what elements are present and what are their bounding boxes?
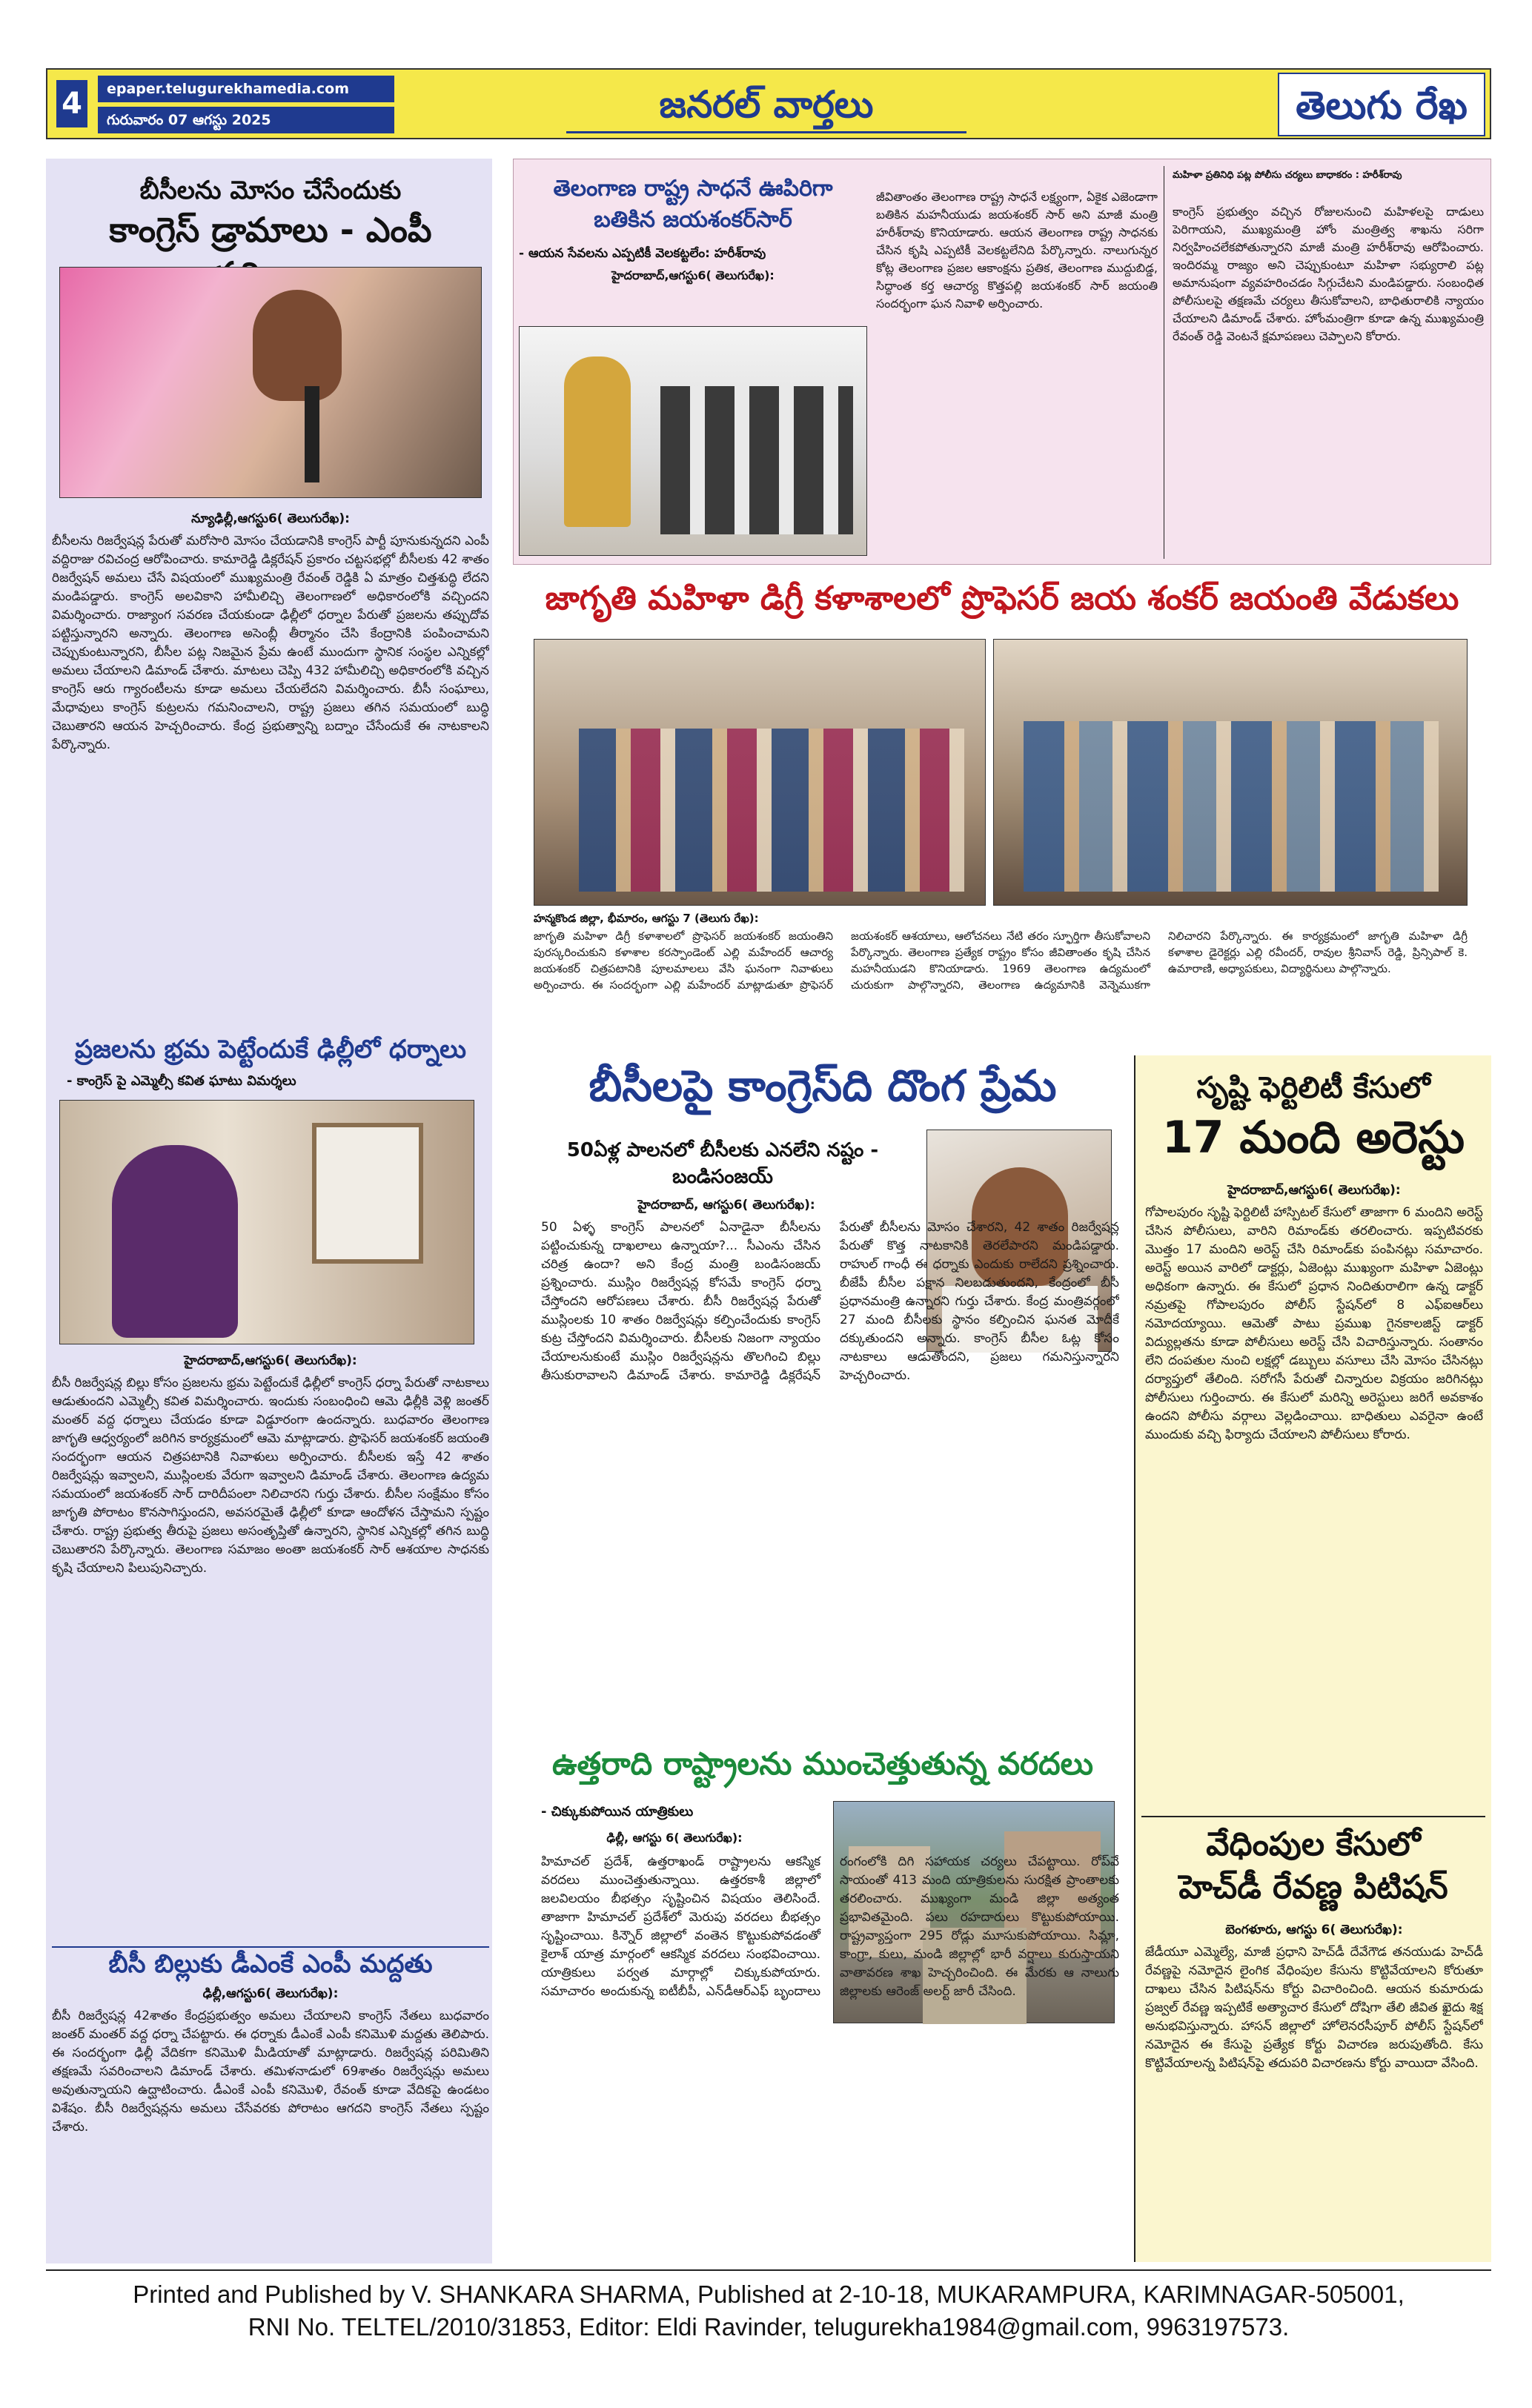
- story3-body: బీసీ రిజర్వేషన్ల 42శాతం కేంద్రప్రభుత్వం అమలు చేయాలని కాంగ్రెస్ నేతలు బుధవారం జంతర్ మంతర్ వద్ద ధర్నా చేపట్టారు. ఈ ధర్నాకు డీఎంకే ఎంపీ కనిమొళి మద్దతు తెలిపారు. ఈ సందర్భంగా ఢిల్లీ వేదికగా కనిమొళి మీడియాతో మాట్లాడారు. రిజర్వేషన్ల పరిమితిని తక్షణమే సవరించాలని డిమాండ్ చేశారు. తమిళనాడులో 69శాతం రిజర్వేషన్లు అమలు అవుతున్నాయని ఉద్ఘాటించారు. డీఎంకే ఎంపీ కనిమొళి, రేవంత్ కూడా వేదికపై ఉండటం విశేషం. బీసీ రిజర్వేషన్లను అమలు చేసేవరకు పోరాటం ఆగదని కాంగ్రెస్ నేతలు స్పష్టం చేశారు.: [52, 2009, 489, 2135]
- pink-photo: [519, 326, 867, 556]
- pink-headline-line2: బతికిన జయశంకర్‌సార్: [594, 207, 792, 233]
- floods-subhead: - చిక్కుకుపోయిన యాత్రికులు: [541, 1804, 694, 1820]
- section-title: జనరల్ వార్తలు: [566, 76, 966, 133]
- newspaper-logo: తెలుగు రేఖ: [1278, 73, 1485, 136]
- fertility-body: గోపాలపురం సృష్టి ఫెర్టిలిటీ హాస్పిటల్ కేసులో తాజాగా 6 మందిని అరెస్ట్ చేసిన పోలీసులు, వారిని రిమాండ్‌కు తరలించారు. ఇప్పటివరకు మొత్తం 17 మందిని అరెస్ట్ చేసి రిమాండ్‌కు పంపినట్లు సమాచారం. అరెస్ట్ అయిన వారిలో డాక్టర్లు, ఏజెంట్లు ముఖ్యంగా మహిళా ఏజెంట్లు అధికంగా ఉన్నారు. ఈ కేసులో ప్రధాన నిందితురాలిగా ఉన్న డాక్టర్ నమ్రతపై గోపాలపురం పోలీస్ స్టేషన్‌లో 8 ఎఫ్‌ఐఆర్‌లు నమోదయ్యాయి. ఆమెతో పాటు ప్రముఖ గైనకాలజిస్ట్ డాక్టర్ విద్యుల్లతను కూడా పోలీసులు అరెస్ట్ చేసి విచారిస్తున్నారు. సంతానం లేని దంపతుల నుంచి లక్షల్లో డబ్బులు వసూలు చేసి మోసం చేసినట్లు దర్యాప్తులో తేలింది. సరోగసీ పేరుతో చిన్నారుల విక్రయం జరిగినట్లు పోలీసులు గుర్తించారు. ఈ కేసులో మరిన్ని అరెస్టులు జరిగే అవకాశం ఉందని పోలీసు వర్గాలు వెల్లడించాయి. బాధితులు ఎవరైనా ఉంటే ముందుకు వచ్చి ఫిర్యాదు చేయాలని పోలీసులు కోరారు.: [1145, 1205, 1483, 1442]
- footer: [46, 2278, 1491, 2344]
- fertility-headline-line1: సృష్టి ఫెర్టిలిటీ కేసులో: [1196, 1071, 1430, 1105]
- story1-headline-line2: కాంగ్రెస్ డ్రామాలు - ఎంపీ: [109, 210, 432, 250]
- people-group: [660, 386, 853, 534]
- pink-headline-line1: తెలంగాణ రాష్ట్ర సాధనే ఊపిరిగా: [553, 176, 833, 202]
- person-icon: [253, 290, 342, 401]
- pink-headline: [519, 173, 867, 236]
- bandi-body: 50 ఏళ్ళ కాంగ్రెస్ పాలనలో ఏనాడైనా బీసీలను పట్టించుకున్న దాఖలాలు ఉన్నాయా?... సీఎంను చేసిన చరిత్ర ఉందా? అని కేంద్ర మంత్రి బండిసంజయ్ ప్రశ్నించారు. ముస్లిం రిజర్వేషన్ల కోసమే కాంగ్రెస్ ధర్నా చేస్తోందని ఆరోపణలు చేశారు. బీసీ రిజర్వేషన్ల పేరుతో ముస్లింలకు 10 శాతం రిజర్వేషన్లు కల్పించేందుకు కాంగ్రెస్ కుట్ర చేస్తోందని విమర్శించారు. బీసీలకు నిజంగా న్యాయం చేయాలనుకుంటే ముస్లిం రిజర్వేషన్లను తొలగించి బిల్లు తీసుకురావాలని డిమాండ్ చేశారు. కామారెడ్డి డిక్లరేషన్ పేరుతో బీసీలను మోసం చేశారని, 42 శాతం రిజర్వేషన్ల పేరుతో కొత్త నాటకానికి తెరలేపారని మండిపడ్డారు. రాహుల్ గాంధీ ఈ ధర్నాకు ఎందుకు రాలేదని ప్రశ్నించారు. బీజేపీ బీసీల పక్షాన నిలబడుతుందని, కేంద్రంలో బీసీ ప్రధానమంత్రి ఉన్నారని గుర్తు చేశారు. కేంద్ర మంత్రివర్గంలో 27 మంది బీసీలకు స్థానం కల్పించిన ఘనత మోదీకే దక్కుతుందని అన్నారు. కాంగ్రెస్ బీసీల ఓట్ల కోసం నాటకాలు ఆడుతోందని, ప్రజలు గమనిస్తున్నారని హెచ్చరించారు.: [541, 1220, 1119, 1383]
- jagruthi-photo-1: [534, 639, 986, 906]
- jagruthi-headline: జాగృతి మహిళా డిగ్రీ కళాశాలలో ప్రొఫెసర్ జయ శంకర్ జయంతి వేడుకలు: [545, 580, 1459, 617]
- story2-subhead: - కాంగ్రెస్ పై ఎమ్మెల్సీ కవిత ఘాటు విమర్శలు: [67, 1073, 296, 1089]
- story3-dateline: ఢిల్లీ,ఆగస్టు6( తెలుగురేఖ):: [202, 1986, 339, 2001]
- fertility-headline: [1141, 1067, 1485, 1167]
- statue-icon: [564, 356, 631, 527]
- bandi-banner: బీసీలపై కాంగ్రెస్‌ది దొంగ ప్రేమ: [588, 1061, 1057, 1111]
- people-group: [1024, 721, 1439, 892]
- pink-far-headline: మహిళా ప్రతినిధి పట్ల పోలీసు చర్యలు బాధాకరం : హరీశ్‌రావు: [1173, 170, 1402, 181]
- pink-dateline: హైదరాబాద్,ఆగస్టు6( తెలుగురేఖ):: [611, 268, 775, 282]
- fertility-dateline: హైదరాబాద్,ఆగస్టు6( తెలుగురేఖ):: [1227, 1183, 1401, 1198]
- footer-line2: RNI No. TELTEL/2010/31853, Editor: Eldi Ravinder, telugurekha1984@gmail.com, 9963197573.: [248, 2313, 1290, 2341]
- story2-body: బీసీ రిజర్వేషన్ల బిల్లు కోసం ప్రజలను భ్రమ పెట్టేందుకే ఢిల్లీలో కాంగ్రెస్ ధర్నా పేరుతో నాటకాలు ఆడుతుందని ఎమ్మెల్సీ కవిత విమర్శించారు. ఇందుకు సంబంధించి ఆమె ఢిల్లీకి వెళ్లి జంతర్ మంతర్ వద్ద ధర్నాలు చేయడం కూడా విడ్డూరంగా ఉందన్నారు. బుధవారం తెలంగాణ జాగృతి ఆధ్వర్యంలో జరిగిన కార్యక్రమంలో ఆమె మాట్లాడారు. ప్రొఫెసర్ జయశంకర్ జయంతి సందర్భంగా ఆయన చిత్రపటానికి నివాళులు అర్పించారు. బీసీలకు ఇస్తే 42 శాతం రిజర్వేషన్లు ఇవ్వాలని, ముస్లింలకు వేరుగా ఇవ్వాలని డిమాండ్ చేశారు. తెలంగాణ ఉద్యమ సమయంలో జయశంకర్ సార్ దారిదీపంలా నిలిచారని గుర్తు చేశారు. బీసీల సంక్షేమం కోసం జాగృతి పోరాటం కొనసాగిస్తుందని, అవసరమైతే ఢిల్లీలో కూడా ఆందోళన చేస్తామని స్పష్టం చేశారు. రాష్ట్ర ప్రభుత్వ తీరుపై ప్రజలు అసంతృప్తితో ఉన్నారని, స్థానిక ఎన్నికల్లో తగిన బుద్ధి చెబుతారని పేర్కొన్నారు. తెలంగాణ సమాజం అంతా జయశంకర్ సార్ ఆశయాల సాధనకు కృషి చేయాలని పిలుపునిచ్చారు.: [52, 1376, 489, 1576]
- jagruthi-body: జాగృతి మహిళా డిగ్రీ కళాశాలలో ప్రొఫెసర్ జయశంకర్ జయంతిని పురస్కరించుకుని కళాశాల కరస్పాండెంట్ ఎల్లి మహేందర్ ఆచార్య జయశంకర్ చిత్రపటానికి పూలమాలలు వేసి ఘనంగా నివాళులు అర్పించారు. ఈ సందర్భంగా ఎల్లి మహేందర్ మాట్లాడుతూ ప్రొఫెసర్ జయశంకర్ ఆశయాలు, ఆలోచనలు నేటి తరం స్ఫూర్తిగా తీసుకోవాలని పేర్కొన్నారు. తెలంగాణ ప్రత్యేక రాష్ట్రం కోసం జీవితాంతం కృషి చేసిన మహనీయుడని కొనియాడారు. 1969 తెలంగాణ ఉద్యమంలో చురుకుగా పాల్గొన్నారని, తెలంగాణ ఉద్యమానికి వెన్నెముకగా నిలిచారని పేర్కొన్నారు. ఈ కార్యక్రమంలో జాగృతి మహిళా డిగ్రీ కళాశాల డైరెక్టర్లు ఎల్లి రవీందర్, రావుల శ్రీనివాస్ రెడ్డి, ప్రిన్సిపాల్ కె. ఉమారాణి, అధ్యాపకులు, విద్యార్థినులు పాల్గొన్నారు.: [534, 929, 1468, 992]
- footer-rule: [46, 2269, 1491, 2271]
- fertility-headline-line2: 17 మంది అరెస్టు: [1162, 1112, 1465, 1164]
- story1-dateline: న్యూఢిల్లీ,ఆగస్టు6( తెలుగురేఖ):: [191, 511, 350, 526]
- story2-photo: [59, 1100, 474, 1344]
- revanna-headline-line1: వేధింపుల కేసులో: [1206, 1825, 1421, 1863]
- person-icon: [112, 1145, 238, 1338]
- revanna-headline-line2: హెచ్‌డీ రేవణ్ణ పిటిషన్: [1178, 1868, 1448, 1906]
- story1-headline-line1: బీసీలను మోసం చేసేందుకు: [139, 176, 402, 205]
- jagruthi-dateline: హన్మకొండ జిల్లా, భీమారం, ఆగస్టు 7 (తెలుగు రేఖ):: [534, 912, 759, 925]
- floods-dateline: ఢిల్లీ, ఆగస్టు 6( తెలుగురేఖ):: [606, 1831, 743, 1845]
- revanna-headline: [1141, 1816, 1485, 1909]
- floods-headline: ఉత్తరాది రాష్ట్రాలను ముంచెత్తుతున్న వరదలు: [552, 1745, 1093, 1782]
- jagruthi-photo-2: [993, 639, 1468, 906]
- masthead: [46, 68, 1491, 139]
- footer-line1: Printed and Published by V. SHANKARA SHARMA, Published at 2-10-18, MUKARAMPURA, KARIMNAGAR-505001,: [133, 2281, 1405, 2308]
- site-url[interactable]: epaper.telugurekhamedia.com: [98, 76, 394, 102]
- story2-dateline: హైదరాబాద్,ఆగస్టు6( తెలుగురేఖ):: [184, 1353, 357, 1368]
- page-number: 4: [56, 80, 87, 127]
- story3-headline: బీసీ బిల్లుకు డీఎంకే ఎంపీ మద్దతు: [52, 1946, 489, 1980]
- issue-date: గురువారం 07 ఆగస్టు 2025: [98, 107, 394, 133]
- revanna-body: జేడీయూ ఎమ్మెల్యే, మాజీ ప్రధాని హెచ్‌డీ దేవేగౌడ తనయుడు హెచ్‌డీ రేవణ్ణపై నమోదైన లైంగిక వేధింపుల కేసును కొట్టివేయాలని కోరుతూ దాఖలు చేసిన పిటిషన్‌ను కోర్టు విచారించింది. ఆయన కుమారుడు ప్రజ్వల్ రేవణ్ణ ఇప్పటికే అత్యాచార కేసులో దోషిగా తేలి జీవిత ఖైదు శిక్ష అనుభవిస్తున్నారు. హాసన్ జిల్లాలో హోలెనరసీపూర్ పోలీస్ స్టేషన్‌లో నమోదైన ఈ కేసుపై ప్రత్యేక కోర్టు విచారణ జరుపుతోంది. కేసు కొట్టివేయాలన్న పిటిషన్‌పై తదుపరి విచారణను కోర్టు వాయిదా వేసింది.: [1145, 1945, 1483, 2071]
- story2-headline: ప్రజలను భ్రమ పెట్టేందుకే ఢిల్లీలో ధర్నాలు: [74, 1035, 466, 1064]
- revanna-dateline: బెంగళూరు, ఆగస్టు 6( తెలుగురేఖ):: [1225, 1923, 1403, 1937]
- frame-portrait: [312, 1123, 423, 1264]
- story1-photo: [59, 267, 482, 498]
- bandi-headline: 50ఏళ్ల పాలనలో బీసీలకు ఎనలేని నష్టం - బండిసంజయ్: [566, 1139, 879, 1188]
- divider: [1134, 1055, 1135, 2262]
- pink-subhead: - ఆయన సేవలను ఎప్పటికీ వెలకట్టలేం: హరీశ్‌రావు: [519, 246, 766, 261]
- floods-body: హిమాచల్ ప్రదేశ్, ఉత్తరాఖండ్ రాష్ట్రాలను ఆకస్మిక వరదలు ముంచెత్తుతున్నాయి. ఉత్తరకాశీ జిల్లాలో జలవిలయం బీభత్సం సృష్టించిన విషయం తెలిసిందే. తాజాగా హిమాచల్ ప్రదేశ్‌లో మెరుపు వరదలు బీభత్సం సృష్టించాయి. కిన్నౌర్ జిల్లాలో వంతెన కొట్టుకుపోవడంతో కైలాశ్ యాత్ర మార్గంలో ఆకస్మిక వరదలు సంభవించాయి. యాత్రికులు పర్వత మార్గాల్లో చిక్కుకుపోయారు. సమాచారం అందుకున్న ఐటీబీపీ, ఎన్‌డీఆర్‌ఎఫ్ బృందాలు రంగంలోకి దిగి సహాయక చర్యలు చేపట్టాయి. రోప్‌వే సాయంతో 413 మంది యాత్రికులను సురక్షిత ప్రాంతాలకు తరలించారు. ముఖ్యంగా మండి జిల్లా అత్యంత ప్రభావితమైంది. పలు రహదారులు కొట్టుకుపోయాయి. రాష్ట్రవ్యాప్తంగా 295 రోడ్లు మూసుకుపోయాయి. సిమ్లా, కాంగ్రా, కులు, మండి జిల్లాల్లో భారీ వర్షాలు కురుస్తాయని వాతావరణ శాఖ హెచ్చరించింది. ఈ మేరకు ఆ నాలుగు జిల్లాలకు ఆరెంజ్ అలర్ట్ జారీ చేసింది.: [541, 1854, 1119, 1999]
- pink-body-left: జీవితాంతం తెలంగాణ రాష్ట్ర సాధనే లక్ష్యంగా, ఏకైక ఎజెండాగా బతికిన మహనీయుడు జయశంకర్ సార్ అని మాజీ మంత్రి హరీశ్‌రావు కొనియాడారు. ఆయన తెలంగాణ రాష్ట్ర సాధనకు చేసిన కృషి ఎప్పటికీ వెలకట్టలేనిది పేర్కొన్నారు. నాలుగున్నర కోట్ల తెలంగాణ ప్రజల ఆకాంక్షను ప్రతిక, తెలంగాణ ముద్దుబిడ్డ, సిద్ధాంత కర్త ఆచార్య కొత్తపల్లి జయశంకర్ సార్ జయంతి సందర్భంగా ఘన నివాళి అర్పించారు.: [876, 190, 1158, 311]
- story1-body: బీసీలను రిజర్వేషన్ల పేరుతో మరోసారి మోసం చేయడానికి కాంగ్రెస్ పార్టీ పూనుకున్నదని ఎంపీ వద్దిరాజు రవిచంద్ర ఆరోపించారు. కామారెడ్డి డిక్లరేషన్ ప్రకారం చట్టసభల్లో బీసీలకు 42 శాతం రిజర్వేషన్ అమలు చేసే విషయంలో ముఖ్యమంత్రి రేవంత్ రెడ్డికి ఏ మాత్రం చిత్తశుద్ధి లేదని మండిపడ్డారు. కాంగ్రెస్ అలవికాని హామీలిచ్చి తెలంగాణలో అధికారంలోకి వచ్చిందని విమర్శించారు. రాజ్యాంగ సవరణ చేయకుండా ఢిల్లీలో ధర్నాల పేరుతో ప్రజలను తప్పుదోవ పట్టిస్తున్నారని అన్నారు. తెలంగాణ అసెంబ్లీ తీర్మానం చేసి కేంద్రానికి పంపించామని చెప్పుకుంటున్నారని, బీసీల పట్ల నిజమైన ప్రేమ ఉంటే ముందుగా స్థానిక సంస్థల ఎన్నికల్లో అమలు చేయాలని డిమాండ్ చేశారు. మాటలు చెప్పి 432 హామీలిచ్చి అధికారంలోకి వచ్చిన కాంగ్రెస్ ఆరు గ్యారంటీలను కూడా అమలు చేయలేదని విమర్శించారు. బీసీ సంఘాలు, మేధావులు కాంగ్రెస్ కుట్రలను గమనించాలని, రాష్ట్ర ప్రజలు తగిన సమయంలో బుద్ధి చెబుతారని ఆయన హెచ్చరించారు. కేంద్ర ప్రభుత్వాన్ని బద్నాం చేసేందుకే ఈ నాటకాలని పేర్కొన్నారు.: [52, 534, 489, 752]
- people-group: [579, 729, 964, 892]
- pink-body-far: కాంగ్రెస్ ప్రభుత్వం వచ్చిన రోజులనుంచి మహిళలపై దాడులు పెరిగాయని, ముఖ్యమంత్రి హోం మంత్రిత్వ శాఖను సరిగా నిర్వహించలేకపోతున్నారని మాజీ మంత్రి హరీశ్‌రావు ఆరోపించారు. ఇందిరమ్మ రాజ్యం అని చెప్పుకుంటూ మహిళా సభ్యురాలి పట్ల అమానుషంగా వ్యవహరించడం సిగ్గుచేటని మండిపడ్డారు. సంబంధిత పోలీసులపై తక్షణమే చర్యలు తీసుకోవాలని, బాధితురాలికి న్యాయం చేయాలని డిమాండ్ చేశారు. హోంమంత్రిగా కూడా ఉన్న ముఖ్యమంత్రి రేవంత్ రెడ్డి వెంటనే క్షమాపణలు చెప్పాలని కోరారు.: [1173, 205, 1484, 343]
- bandi-dateline: హైదరాబాద్, ఆగస్టు6( తెలుగురేఖ):: [637, 1198, 815, 1213]
- microphone-icon: [305, 386, 319, 482]
